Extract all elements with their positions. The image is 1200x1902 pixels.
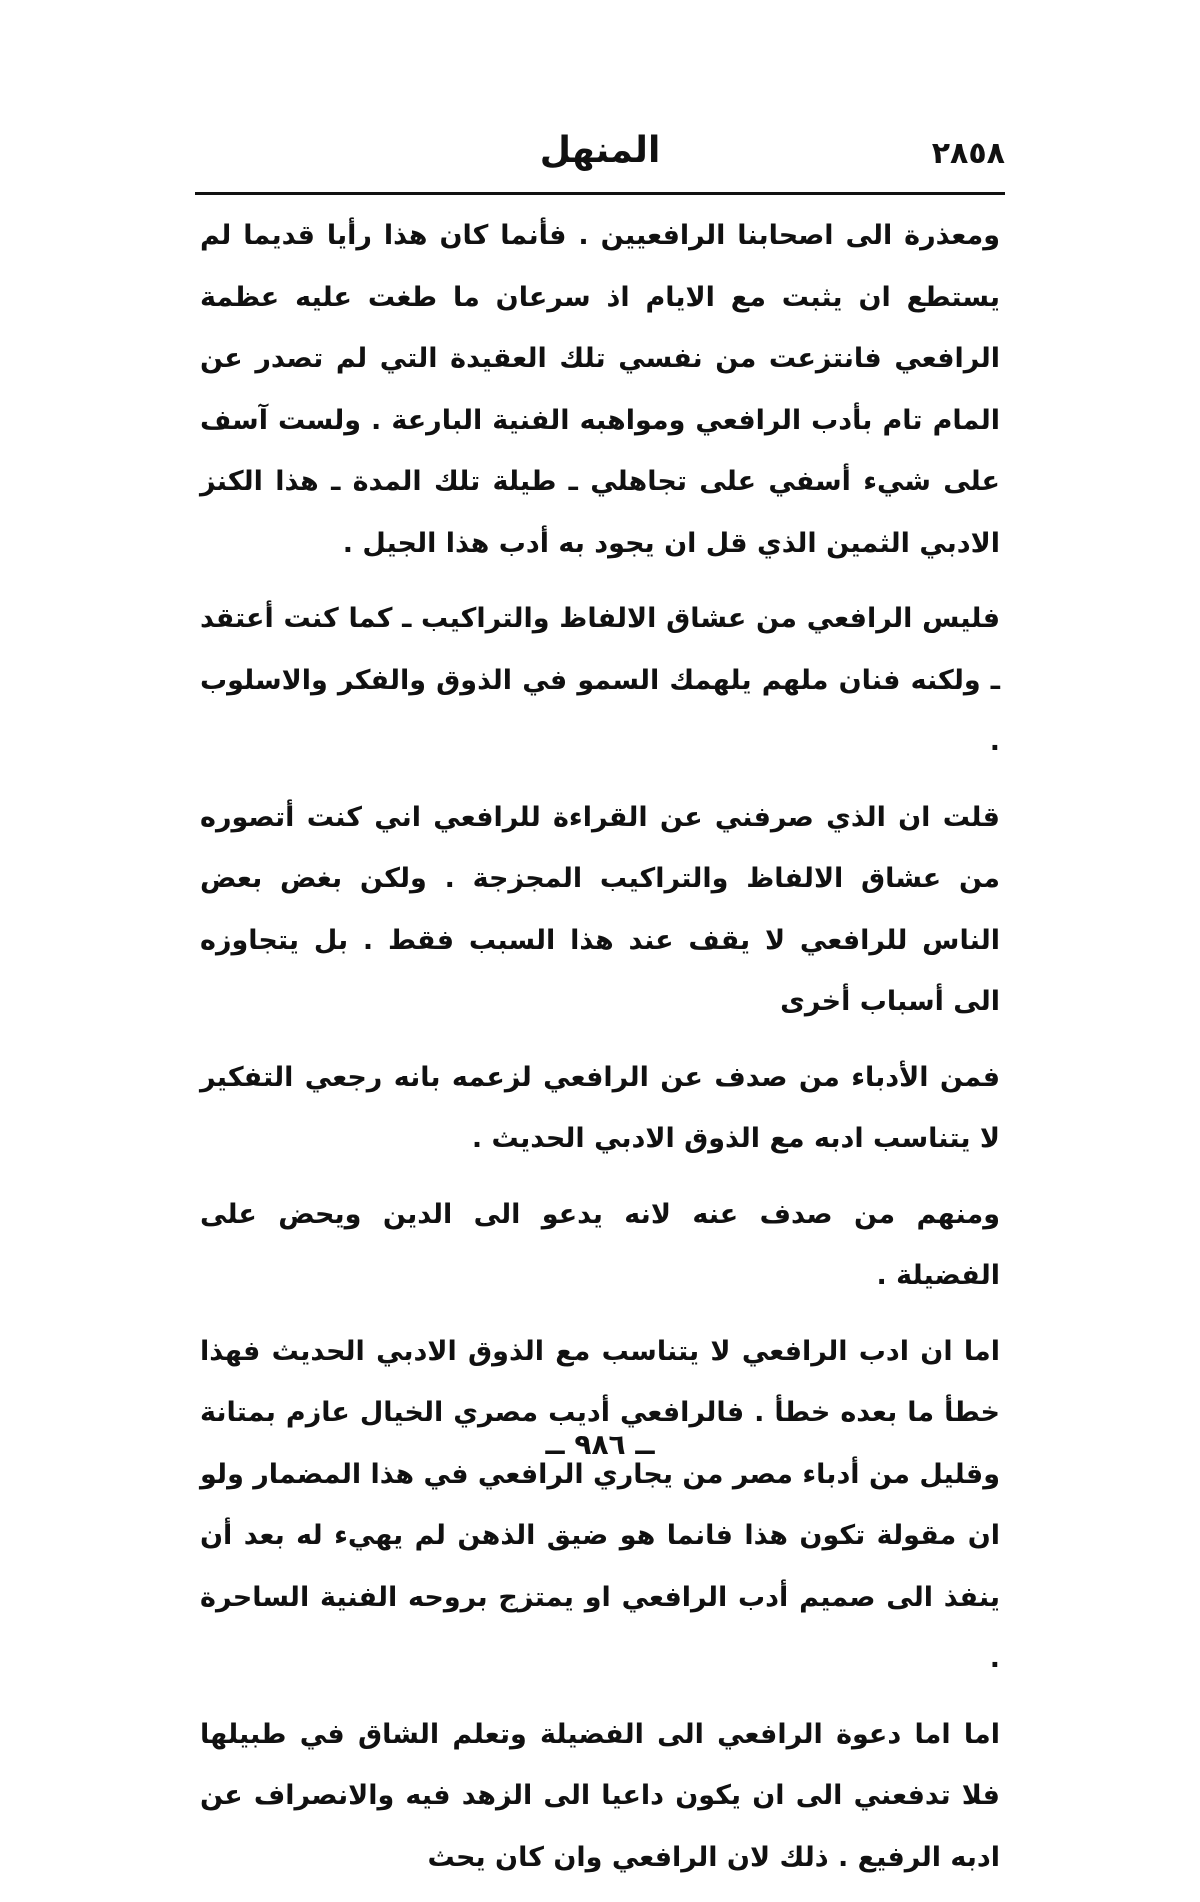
header-rule <box>195 192 1005 195</box>
header-page-number: ٢٨٥٨ <box>931 136 1005 171</box>
paragraph: فليس الرافعي من عشاق الالفاظ والتراكيب ـ كما كنت أعتقد ـ ولكنه فنان ملهم يلهمك السمو في الذوق والفكر والاسلوب . <box>200 603 1000 757</box>
page-footer <box>0 1428 1200 1461</box>
paragraph: اما اما دعوة الرافعي الى الفضيلة وتعلم الشاق في طبيلها فلا تدفعني الى ان يكون داعيا الى الزهد فيه والانصراف عن ادبه الرفيع . ذلك لان الرافعي وان كان يحث <box>200 1718 1000 1873</box>
paragraph: قلت ان الذي صرفني عن القراءة للرافعي اني كنت أتصوره من عشاق الالفاظ والتراكيب المجزجة . ولكن بغض بعض الناس للرافعي لا يقف عند هذا السبب فقط . بل يتجاوزه الى أسباب أخرى <box>200 801 1000 1017</box>
paragraph: ومعذرة الى اصحابنا الرافعيين . فأنما كان هذا رأيا قديما لم يستطع ان يثبت مع الايام اذ سرعان ما طغت عليه عظمة الرافعي فانتزعت من نفسي تلك العقيدة التي لم تصدر عن المام تام بأدب الرافعي ومواهبه الفنية البارعة . ولست آسف على شيء أسفي على تجاهلي ـ طيلة تلك المدة ـ هذا الكنز الادبي الثمين الذي قل ان يجود به أدب هذا الجيل . <box>200 220 1000 559</box>
paragraph: اما ان ادب الرافعي لا يتناسب مع الذوق الادبي الحديث فهذا خطأ ما بعده خطأ . فالرافعي أديب مصري الخيال عازم بمتانة وقليل من أدباء مصر من يجاري الرافعي في هذا المضمار ولو ان مقولة تكون هذا فانما هو ضيق الذهن لم يهيء له بعد أن ينفذ الى صميم أدب الرافعي او يمتزج بروحه الفنية الساحرة . <box>200 1335 1000 1674</box>
page-header <box>195 130 1005 190</box>
paragraph: فمن الأدباء من صدف عن الرافعي لزعمه بانه رجعي التفكير لا يتناسب ادبه مع الذوق الادبي الحديث . <box>200 1061 1000 1154</box>
article-body <box>200 205 1000 1902</box>
paragraph: ومنهم من صدف عنه لانه يدعو الى الدين ويحض على الفضيلة . <box>200 1198 1000 1291</box>
journal-title: المنهل <box>539 130 661 171</box>
footer-page-number: ــ ٩٨٦ ــ <box>545 1428 655 1461</box>
